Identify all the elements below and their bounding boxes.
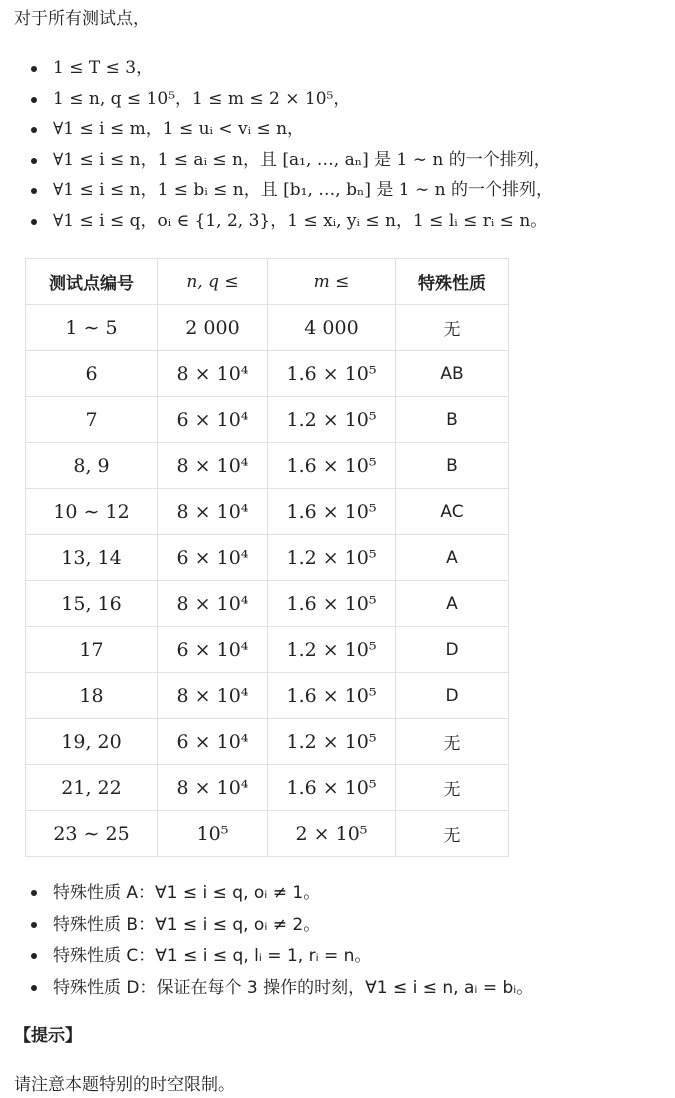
cell-nq: 6 × 10⁴ bbox=[158, 627, 268, 673]
header-property: 特殊性质 bbox=[396, 259, 509, 305]
cell-m: 1.6 × 10⁵ bbox=[268, 673, 396, 719]
cell-nq: 6 × 10⁴ bbox=[158, 397, 268, 443]
constraint-item: 1 ≤ n, q ≤ 10⁵，1 ≤ m ≤ 2 × 10⁵， bbox=[28, 84, 673, 115]
cell-m: 1.2 × 10⁵ bbox=[268, 627, 396, 673]
cell-nq: 6 × 10⁴ bbox=[158, 719, 268, 765]
table-row bbox=[26, 719, 509, 765]
special-property-c: 特殊性质 C：∀1 ≤ i ≤ q, lᵢ = 1, rᵢ = n。 bbox=[28, 940, 673, 972]
cell-property: D bbox=[396, 673, 509, 719]
cell-nq: 8 × 10⁴ bbox=[158, 765, 268, 811]
cell-id: 13, 14 bbox=[26, 535, 158, 581]
table-row bbox=[26, 397, 509, 443]
table-row bbox=[26, 535, 509, 581]
constraint-item: ∀1 ≤ i ≤ n，1 ≤ aᵢ ≤ n，且 [a₁, …, aₙ] 是 1 ∼ n 的一个排列， bbox=[28, 145, 673, 176]
cell-id: 19, 20 bbox=[26, 719, 158, 765]
cell-id: 10 ∼ 12 bbox=[26, 489, 158, 535]
table-row bbox=[26, 351, 509, 397]
table-header-row bbox=[26, 259, 509, 305]
cell-m: 2 × 10⁵ bbox=[268, 811, 396, 857]
cell-nq: 8 × 10⁴ bbox=[158, 581, 268, 627]
cell-nq: 10⁵ bbox=[158, 811, 268, 857]
table-row bbox=[26, 489, 509, 535]
cell-id: 8, 9 bbox=[26, 443, 158, 489]
header-nq: n, q ≤ bbox=[158, 259, 268, 305]
constraints-list bbox=[28, 53, 673, 237]
special-properties-list bbox=[28, 877, 673, 1004]
cell-m: 1.2 × 10⁵ bbox=[268, 535, 396, 581]
hint-note: 请注意本题特别的时空限制。 bbox=[14, 1075, 235, 1095]
table-row bbox=[26, 581, 509, 627]
cell-nq: 2 000 bbox=[158, 305, 268, 351]
cell-id: 23 ∼ 25 bbox=[26, 811, 158, 857]
hint-heading: 【提示】 bbox=[14, 1026, 82, 1046]
table-row bbox=[26, 811, 509, 857]
cell-property: 无 bbox=[396, 765, 509, 811]
cell-property: A bbox=[396, 581, 509, 627]
cell-m: 1.6 × 10⁵ bbox=[268, 765, 396, 811]
cell-property: B bbox=[396, 397, 509, 443]
cell-id: 7 bbox=[26, 397, 158, 443]
cell-id: 15, 16 bbox=[26, 581, 158, 627]
constraint-item: ∀1 ≤ i ≤ m，1 ≤ uᵢ < vᵢ ≤ n， bbox=[28, 114, 673, 145]
cell-property: AC bbox=[396, 489, 509, 535]
special-property-b: 特殊性质 B：∀1 ≤ i ≤ q, oᵢ ≠ 2。 bbox=[28, 909, 673, 941]
table-row bbox=[26, 443, 509, 489]
intro-text: 对于所有测试点， bbox=[14, 9, 150, 29]
cell-m: 1.6 × 10⁵ bbox=[268, 351, 396, 397]
table-row bbox=[26, 673, 509, 719]
cell-nq: 8 × 10⁴ bbox=[158, 489, 268, 535]
cell-property: A bbox=[396, 535, 509, 581]
cell-id: 6 bbox=[26, 351, 158, 397]
cell-m: 4 000 bbox=[268, 305, 396, 351]
cell-id: 1 ∼ 5 bbox=[26, 305, 158, 351]
cell-m: 1.6 × 10⁵ bbox=[268, 581, 396, 627]
table-row bbox=[26, 305, 509, 351]
cell-m: 1.6 × 10⁵ bbox=[268, 489, 396, 535]
cell-property: 无 bbox=[396, 719, 509, 765]
cell-nq: 8 × 10⁴ bbox=[158, 443, 268, 489]
special-property-d: 特殊性质 D：保证在每个 3 操作的时刻，∀1 ≤ i ≤ n, aᵢ = bᵢ。 bbox=[28, 972, 673, 1004]
cell-id: 18 bbox=[26, 673, 158, 719]
constraint-item: ∀1 ≤ i ≤ n，1 ≤ bᵢ ≤ n，且 [b₁, …, bₙ] 是 1 ∼ n 的一个排列， bbox=[28, 175, 673, 206]
cell-property: AB bbox=[396, 351, 509, 397]
test-table bbox=[25, 258, 509, 857]
cell-nq: 8 × 10⁴ bbox=[158, 673, 268, 719]
cell-m: 1.2 × 10⁵ bbox=[268, 397, 396, 443]
cell-m: 1.6 × 10⁵ bbox=[268, 443, 396, 489]
cell-nq: 8 × 10⁴ bbox=[158, 351, 268, 397]
cell-property: 无 bbox=[396, 305, 509, 351]
special-property-a: 特殊性质 A：∀1 ≤ i ≤ q, oᵢ ≠ 1。 bbox=[28, 877, 673, 909]
constraint-item: ∀1 ≤ i ≤ q，oᵢ ∈ {1, 2, 3}，1 ≤ xᵢ, yᵢ ≤ n，1 ≤ lᵢ ≤ rᵢ ≤ n。 bbox=[28, 206, 673, 237]
constraint-item: 1 ≤ T ≤ 3， bbox=[28, 53, 673, 84]
cell-id: 21, 22 bbox=[26, 765, 158, 811]
cell-property: D bbox=[396, 627, 509, 673]
header-m: m ≤ bbox=[268, 259, 396, 305]
header-test-id: 测试点编号 bbox=[26, 259, 158, 305]
table-row bbox=[26, 765, 509, 811]
cell-property: 无 bbox=[396, 811, 509, 857]
table-row bbox=[26, 627, 509, 673]
cell-property: B bbox=[396, 443, 509, 489]
cell-id: 17 bbox=[26, 627, 158, 673]
cell-m: 1.2 × 10⁵ bbox=[268, 719, 396, 765]
cell-nq: 6 × 10⁴ bbox=[158, 535, 268, 581]
